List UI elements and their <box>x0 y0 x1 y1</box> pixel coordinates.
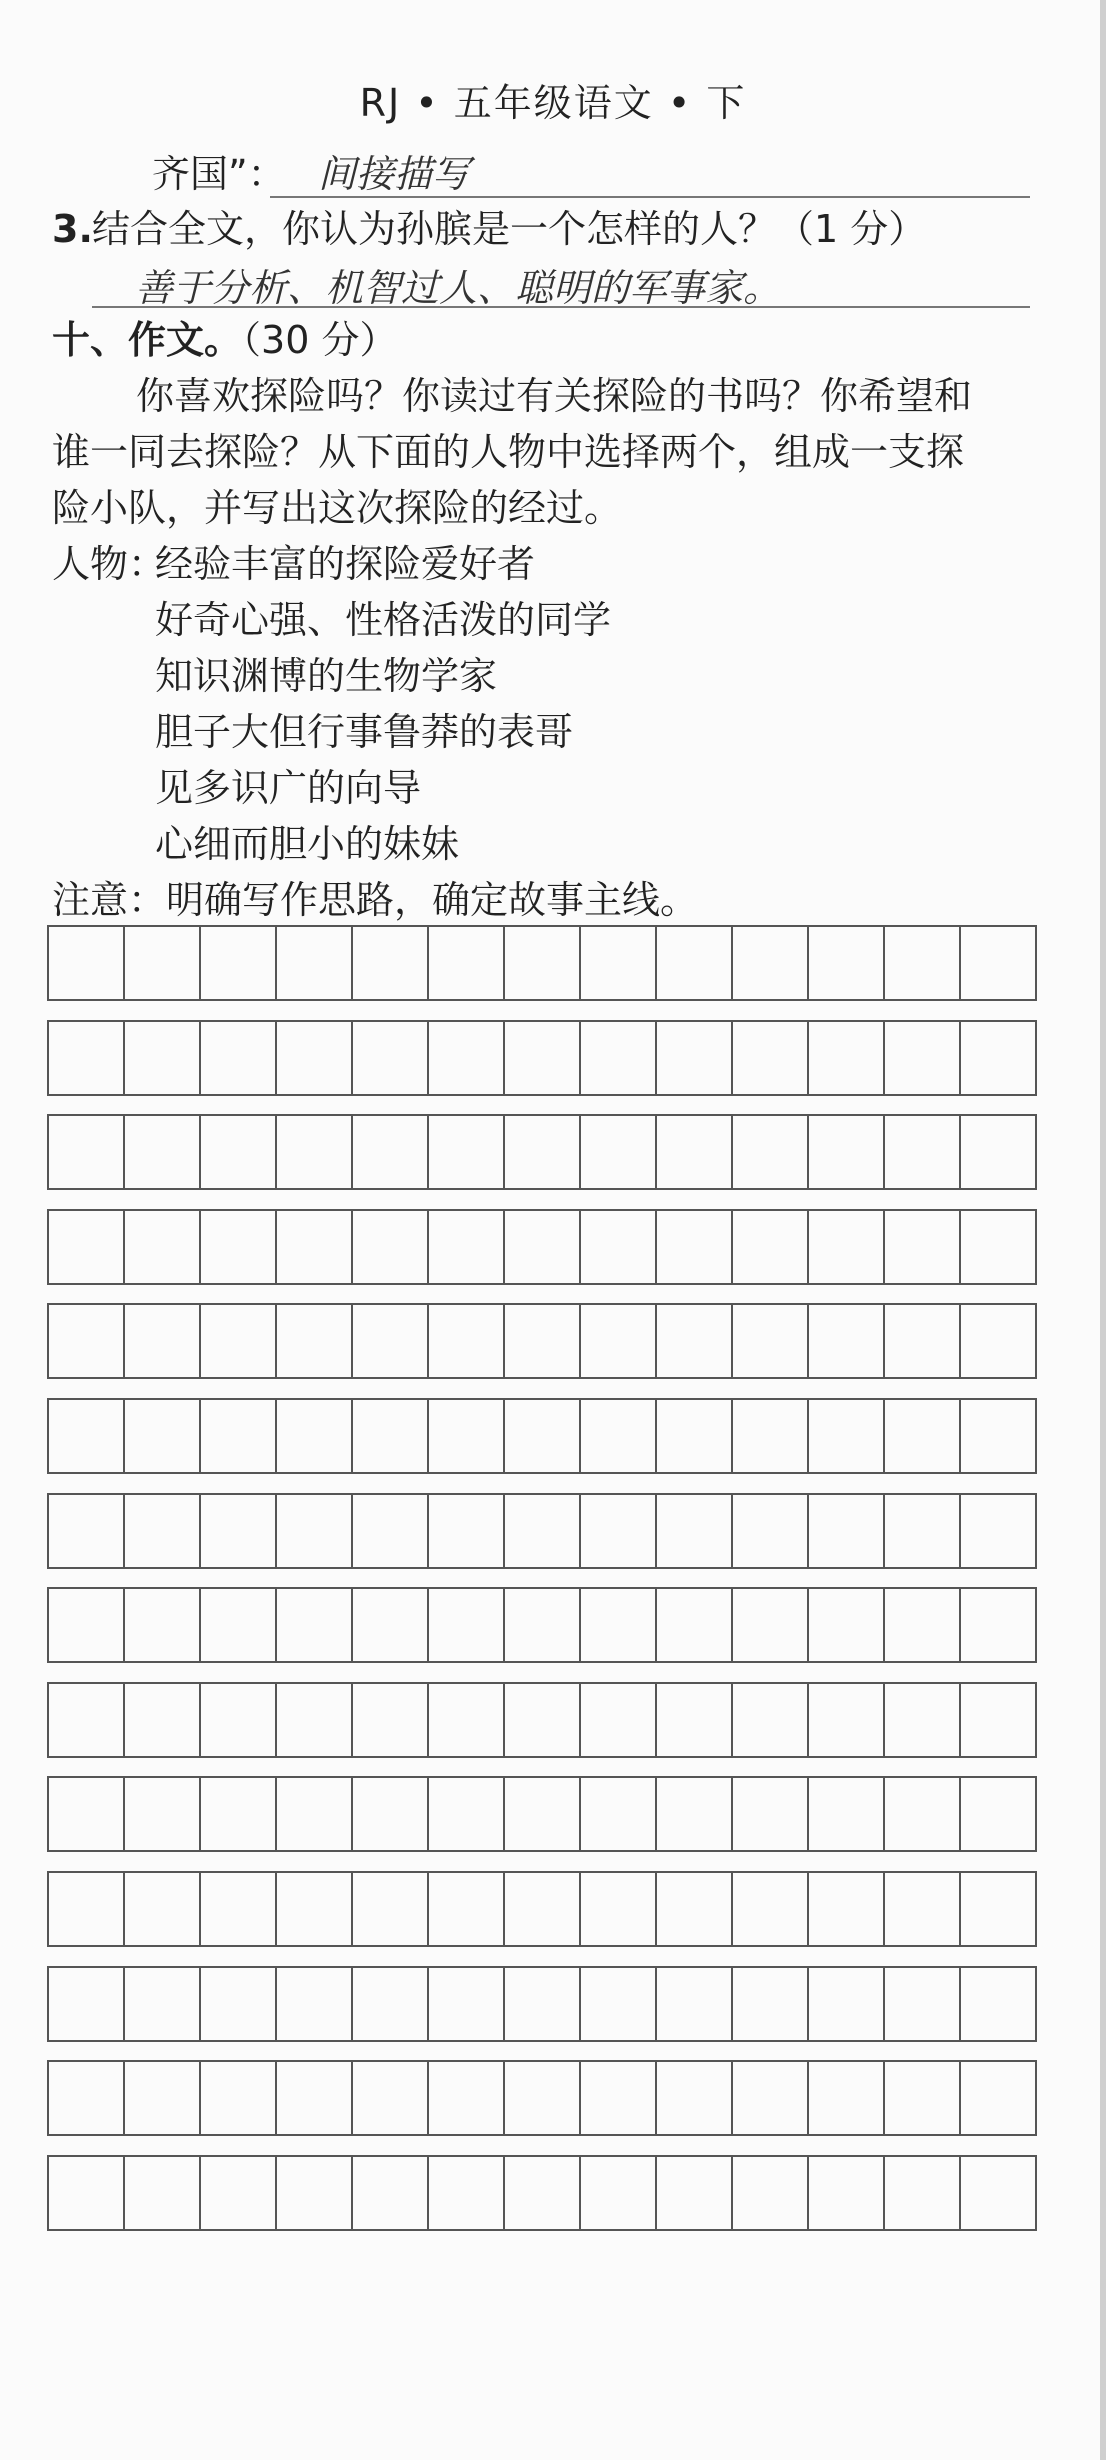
grid-cell[interactable] <box>125 1873 201 1945</box>
grid-cell[interactable] <box>429 1589 505 1661</box>
grid-row <box>47 1398 1037 1474</box>
grid-cell[interactable] <box>657 1116 733 1188</box>
grid-cell[interactable] <box>581 1116 657 1188</box>
grid-cell[interactable] <box>961 2157 1035 2229</box>
grid-cell[interactable] <box>277 1873 353 1945</box>
character-item: 见多识广的向导 <box>155 766 422 810</box>
grid-cell[interactable] <box>353 1873 429 1945</box>
grid-cell[interactable] <box>809 927 885 999</box>
grid-cell[interactable] <box>353 1778 429 1850</box>
grid-cell[interactable] <box>49 1589 125 1661</box>
grid-cell[interactable] <box>505 1968 581 2040</box>
grid-cell[interactable] <box>961 1495 1035 1567</box>
grid-cell[interactable] <box>733 1684 809 1756</box>
grid-cell[interactable] <box>353 1400 429 1472</box>
character-item: 胆子大但行事鲁莽的表哥 <box>155 710 574 754</box>
grid-cell[interactable] <box>809 1400 885 1472</box>
grid-cell[interactable] <box>353 1116 429 1188</box>
grid-cell[interactable] <box>201 1211 277 1283</box>
characters-label: 人物： <box>52 542 167 586</box>
q3-answer: 善于分析、机智过人、聪明的军事家。 <box>135 266 782 310</box>
grid-cell[interactable] <box>277 2062 353 2134</box>
grid-cell[interactable] <box>505 1211 581 1283</box>
writing-grid[interactable] <box>47 925 1037 2231</box>
grid-cell[interactable] <box>201 1589 277 1661</box>
grid-cell[interactable] <box>733 1305 809 1377</box>
prompt-line-2: 谁一同去探险？从下面的人物中选择两个，组成一支探 <box>52 430 965 474</box>
grid-cell[interactable] <box>581 2157 657 2229</box>
grid-cell[interactable] <box>885 1022 961 1094</box>
grid-cell[interactable] <box>277 1116 353 1188</box>
grid-cell[interactable] <box>49 927 125 999</box>
grid-cell[interactable] <box>201 1495 277 1567</box>
q2-answer-line <box>270 196 1030 198</box>
grid-cell[interactable] <box>657 2157 733 2229</box>
grid-cell[interactable] <box>125 1022 201 1094</box>
grid-cell[interactable] <box>125 1589 201 1661</box>
grid-cell[interactable] <box>657 1589 733 1661</box>
grid-row <box>47 1776 1037 1852</box>
grid-cell[interactable] <box>657 1495 733 1567</box>
grid-cell[interactable] <box>657 1684 733 1756</box>
grid-cell[interactable] <box>581 1873 657 1945</box>
grid-cell[interactable] <box>429 2157 505 2229</box>
grid-cell[interactable] <box>277 1305 353 1377</box>
grid-cell[interactable] <box>885 1684 961 1756</box>
grid-cell[interactable] <box>581 1495 657 1567</box>
grid-cell[interactable] <box>429 927 505 999</box>
grid-cell[interactable] <box>125 2157 201 2229</box>
writing-note: 注意：明确写作思路，确定故事主线。 <box>52 878 699 922</box>
grid-cell[interactable] <box>429 1968 505 2040</box>
grid-cell[interactable] <box>885 1873 961 1945</box>
grid-cell[interactable] <box>353 2157 429 2229</box>
grid-cell[interactable] <box>125 1305 201 1377</box>
grid-cell[interactable] <box>49 1305 125 1377</box>
grid-cell[interactable] <box>733 2157 809 2229</box>
grid-cell[interactable] <box>429 1684 505 1756</box>
grid-cell[interactable] <box>733 1589 809 1661</box>
grid-cell[interactable] <box>353 1589 429 1661</box>
grid-cell[interactable] <box>201 1873 277 1945</box>
grid-cell[interactable] <box>809 2157 885 2229</box>
grid-cell[interactable] <box>657 1022 733 1094</box>
grid-cell[interactable] <box>125 1211 201 1283</box>
grid-cell[interactable] <box>49 1400 125 1472</box>
grid-cell[interactable] <box>429 1400 505 1472</box>
grid-cell[interactable] <box>885 1495 961 1567</box>
grid-cell[interactable] <box>505 1778 581 1850</box>
grid-cell[interactable] <box>49 1116 125 1188</box>
grid-cell[interactable] <box>733 1778 809 1850</box>
grid-row <box>47 1209 1037 1285</box>
grid-cell[interactable] <box>277 1495 353 1567</box>
grid-cell[interactable] <box>353 2062 429 2134</box>
grid-cell[interactable] <box>733 927 809 999</box>
grid-cell[interactable] <box>49 1022 125 1094</box>
grid-cell[interactable] <box>353 927 429 999</box>
grid-cell[interactable] <box>125 927 201 999</box>
q2-prefix: 齐国”： <box>152 152 286 196</box>
grid-row <box>47 1682 1037 1758</box>
grid-cell[interactable] <box>657 1968 733 2040</box>
character-item: 心细而胆小的妹妹 <box>155 822 460 866</box>
grid-cell[interactable] <box>733 1400 809 1472</box>
grid-cell[interactable] <box>353 1495 429 1567</box>
grid-cell[interactable] <box>125 2062 201 2134</box>
character-item: 经验丰富的探险爱好者 <box>155 542 536 586</box>
grid-cell[interactable] <box>657 1873 733 1945</box>
grid-cell[interactable] <box>961 2062 1035 2134</box>
grid-cell[interactable] <box>505 1400 581 1472</box>
grid-cell[interactable] <box>49 1873 125 1945</box>
grid-cell[interactable] <box>581 1968 657 2040</box>
grid-cell[interactable] <box>809 1778 885 1850</box>
grid-cell[interactable] <box>961 1211 1035 1283</box>
grid-cell[interactable] <box>49 1968 125 2040</box>
grid-cell[interactable] <box>733 1211 809 1283</box>
grid-row <box>47 925 1037 1001</box>
grid-cell[interactable] <box>809 1968 885 2040</box>
section10-heading <box>52 316 397 364</box>
grid-cell[interactable] <box>961 1305 1035 1377</box>
grid-cell[interactable] <box>961 1684 1035 1756</box>
grid-cell[interactable] <box>49 2157 125 2229</box>
grid-cell[interactable] <box>277 927 353 999</box>
grid-row <box>47 1303 1037 1379</box>
grid-cell[interactable] <box>505 1022 581 1094</box>
grid-cell[interactable] <box>49 1778 125 1850</box>
grid-cell[interactable] <box>201 2157 277 2229</box>
grid-cell[interactable] <box>277 1589 353 1661</box>
grid-cell[interactable] <box>277 1400 353 1472</box>
grid-cell[interactable] <box>581 1211 657 1283</box>
grid-cell[interactable] <box>125 1495 201 1567</box>
grid-cell[interactable] <box>201 1116 277 1188</box>
grid-cell[interactable] <box>429 1116 505 1188</box>
grid-cell[interactable] <box>505 1116 581 1188</box>
grid-cell[interactable] <box>429 1211 505 1283</box>
grid-cell[interactable] <box>201 1684 277 1756</box>
section10-title: 十、作文。 <box>52 318 243 362</box>
grid-cell[interactable] <box>885 1211 961 1283</box>
grid-cell[interactable] <box>657 1400 733 1472</box>
grid-cell[interactable] <box>885 1305 961 1377</box>
grid-row <box>47 1587 1037 1663</box>
grid-cell[interactable] <box>809 1022 885 1094</box>
grid-cell[interactable] <box>961 927 1035 999</box>
grid-cell[interactable] <box>49 2062 125 2134</box>
grid-cell[interactable] <box>809 1116 885 1188</box>
grid-cell[interactable] <box>657 1305 733 1377</box>
grid-cell[interactable] <box>657 1778 733 1850</box>
grid-cell[interactable] <box>277 1778 353 1850</box>
character-item: 好奇心强、性格活泼的同学 <box>155 598 612 642</box>
grid-cell[interactable] <box>581 2062 657 2134</box>
grid-row <box>47 1871 1037 1947</box>
grid-cell[interactable] <box>49 1211 125 1283</box>
grid-cell[interactable] <box>201 927 277 999</box>
grid-cell[interactable] <box>657 927 733 999</box>
grid-cell[interactable] <box>277 1684 353 1756</box>
grid-cell[interactable] <box>277 2157 353 2229</box>
grid-cell[interactable] <box>961 1589 1035 1661</box>
grid-cell[interactable] <box>961 1873 1035 1945</box>
grid-cell[interactable] <box>809 1495 885 1567</box>
grid-cell[interactable] <box>657 1211 733 1283</box>
grid-cell[interactable] <box>885 1400 961 1472</box>
page-header: RJ • 五年级语文 • 下 <box>359 81 747 125</box>
grid-cell[interactable] <box>201 1968 277 2040</box>
grid-cell[interactable] <box>581 1589 657 1661</box>
q3-number: 3. <box>52 207 93 251</box>
grid-cell[interactable] <box>125 1116 201 1188</box>
grid-cell[interactable] <box>201 1305 277 1377</box>
grid-cell[interactable] <box>809 1684 885 1756</box>
q3-question: 结合全文，你认为孙膑是一个怎样的人？（1 分） <box>92 207 927 251</box>
page-edge <box>1100 0 1106 2460</box>
grid-cell[interactable] <box>581 927 657 999</box>
grid-cell[interactable] <box>505 1873 581 1945</box>
grid-cell[interactable] <box>581 1400 657 1472</box>
grid-cell[interactable] <box>429 1495 505 1567</box>
grid-cell[interactable] <box>429 1305 505 1377</box>
grid-cell[interactable] <box>961 1778 1035 1850</box>
grid-cell[interactable] <box>125 1400 201 1472</box>
grid-cell[interactable] <box>733 1495 809 1567</box>
grid-cell[interactable] <box>201 1778 277 1850</box>
grid-cell[interactable] <box>125 1684 201 1756</box>
q2-answer: 间接描写 <box>318 152 471 196</box>
grid-row <box>47 1966 1037 2042</box>
grid-cell[interactable] <box>125 1778 201 1850</box>
grid-cell[interactable] <box>429 1022 505 1094</box>
grid-row <box>47 1020 1037 1096</box>
grid-cell[interactable] <box>353 1968 429 2040</box>
grid-cell[interactable] <box>429 1778 505 1850</box>
grid-row <box>47 2060 1037 2136</box>
grid-cell[interactable] <box>809 2062 885 2134</box>
grid-cell[interactable] <box>429 2062 505 2134</box>
grid-cell[interactable] <box>505 2157 581 2229</box>
grid-row <box>47 1114 1037 1190</box>
grid-cell[interactable] <box>961 1968 1035 2040</box>
grid-cell[interactable] <box>353 1305 429 1377</box>
grid-cell[interactable] <box>505 1495 581 1567</box>
grid-cell[interactable] <box>657 2062 733 2134</box>
grid-cell[interactable] <box>49 1495 125 1567</box>
grid-cell[interactable] <box>885 1589 961 1661</box>
grid-cell[interactable] <box>885 927 961 999</box>
grid-cell[interactable] <box>885 1778 961 1850</box>
grid-cell[interactable] <box>277 1022 353 1094</box>
grid-cell[interactable] <box>581 1022 657 1094</box>
grid-cell[interactable] <box>581 1778 657 1850</box>
q3-answer-line <box>92 306 1030 308</box>
grid-cell[interactable] <box>809 1873 885 1945</box>
grid-cell[interactable] <box>733 1968 809 2040</box>
grid-row <box>47 1493 1037 1569</box>
grid-cell[interactable] <box>353 1022 429 1094</box>
grid-cell[interactable] <box>277 1211 353 1283</box>
grid-cell[interactable] <box>505 1589 581 1661</box>
grid-cell[interactable] <box>885 2157 961 2229</box>
grid-cell[interactable] <box>733 1022 809 1094</box>
grid-cell[interactable] <box>885 2062 961 2134</box>
character-item: 知识渊博的生物学家 <box>155 654 498 698</box>
grid-cell[interactable] <box>733 2062 809 2134</box>
grid-cell[interactable] <box>581 1684 657 1756</box>
grid-cell[interactable] <box>885 1968 961 2040</box>
grid-cell[interactable] <box>201 2062 277 2134</box>
grid-cell[interactable] <box>505 927 581 999</box>
grid-cell[interactable] <box>885 1116 961 1188</box>
grid-cell[interactable] <box>733 1116 809 1188</box>
grid-cell[interactable] <box>201 1022 277 1094</box>
grid-cell[interactable] <box>49 1684 125 1756</box>
grid-cell[interactable] <box>353 1684 429 1756</box>
grid-cell[interactable] <box>505 1684 581 1756</box>
grid-cell[interactable] <box>961 1116 1035 1188</box>
grid-cell[interactable] <box>505 2062 581 2134</box>
prompt-line-3: 险小队，并写出这次探险的经过。 <box>52 486 623 530</box>
grid-cell[interactable] <box>505 1305 581 1377</box>
section10-score: （30 分） <box>242 318 398 362</box>
grid-cell[interactable] <box>961 1400 1035 1472</box>
grid-cell[interactable] <box>201 1400 277 1472</box>
grid-row <box>47 2155 1037 2231</box>
grid-cell[interactable] <box>733 1873 809 1945</box>
grid-cell[interactable] <box>353 1211 429 1283</box>
grid-cell[interactable] <box>809 1211 885 1283</box>
grid-cell[interactable] <box>429 1873 505 1945</box>
grid-cell[interactable] <box>809 1305 885 1377</box>
grid-cell[interactable] <box>961 1022 1035 1094</box>
prompt-line-1: 你喜欢探险吗？你读过有关探险的书吗？你希望和 <box>136 374 973 418</box>
grid-cell[interactable] <box>277 1968 353 2040</box>
grid-cell[interactable] <box>581 1305 657 1377</box>
grid-cell[interactable] <box>125 1968 201 2040</box>
grid-cell[interactable] <box>809 1589 885 1661</box>
